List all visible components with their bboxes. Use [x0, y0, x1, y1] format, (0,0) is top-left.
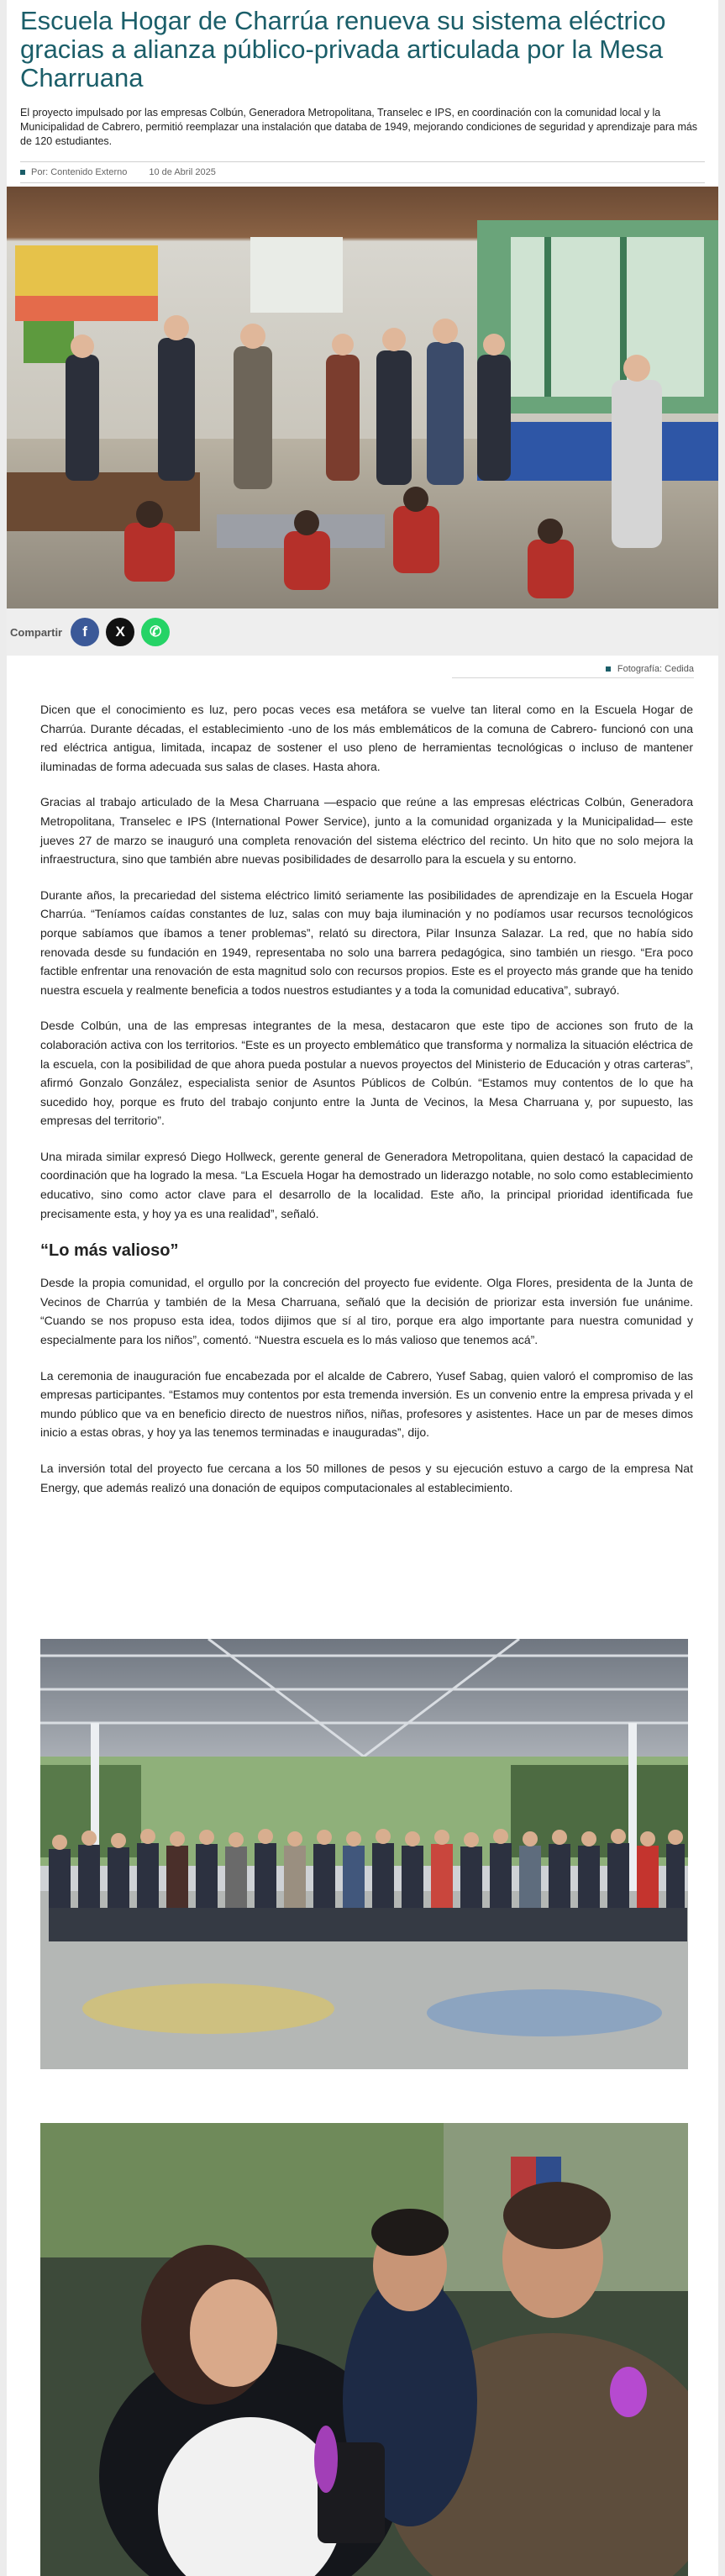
- share-label: Compartir: [10, 625, 63, 639]
- facebook-share-button[interactable]: [71, 618, 99, 646]
- divider: [452, 677, 694, 678]
- paragraph: Durante años, la precariedad del sistema eléctrico limitó seriamente las posibilidades de aprendizaje en la Escuela Hogar Charrúa. “Teníamos caídas constantes de luz, salas con muy baja iluminación y no podíamos usar recursos tecnológicos porque sabíamos que íbamos a tener problemas”, relató su directora, Pilar Insunza Salazar. La red, que no había sido renovada desde su fundación en 1949, representaba no solo una barrera pedagógica, sino también un riesgo. “Era poco factible enfrentar una renovación de esta magnitud solo con recursos propios. Este es el proyecto más grande que ha tenido nuestra escuela y realmente beneficia a todos nuestros estudiantes y a toda la comunidad educativa”, subrayó.: [40, 888, 693, 997]
- paragraph: Gracias al trabajo articulado de la Mesa Charruana —espacio que reúne a las empresas eléctricas Colbún, Generadora Metropolitana, Transelec e IPS (International Power Service), junto a la comunidad organizada y la Municipalidad— este jueves 27 de marzo se inauguró una completa renovación del sistema eléctrico del recinto. Un hito que no solo mejora la infraestructura, sino que también abre nuevas posibilidades de desarrollo para la escuela y su entorno.: [40, 795, 693, 867]
- article-author[interactable]: Por: Contenido Externo: [31, 167, 128, 177]
- paragraph: Una mirada similar expresó Diego Hollweck, gerente general de Generadora Metropolitana, quien destacó la capacidad de coordinación que ha logrado la mesa. “La Escuela Hogar ha demostrado un liderazgo notable, no solo como establecimiento educativo, sino como actor clave para el desarrollo de la localidad. Este año, la principal prioridad identificada fue precisamente esta, y hoy ya es una realidad”, señaló.: [40, 1149, 693, 1220]
- photo-credit: [444, 664, 694, 674]
- article-date: 10 de Abril 2025: [149, 167, 216, 177]
- paragraph: Desde la propia comunidad, el orgullo por la concreción del proyecto fue evidente. Olga Flores, presidenta de la Junta de Vecinos de Charrúa y también de la Mesa Charruana, señaló que la decisión de priorizar esta inversión fue unánime. “Cuando se nos propuso esta idea, todos dijimos que sí al tiro, porque era algo importante para nuestra comunidad y especialmente para los niños”, comentó. “Nuestra escuela es lo más valioso que tenemos acá”.: [40, 1276, 693, 1347]
- article-headline: Escuela Hogar de Charrúa renueva su sistema eléctrico gracias a alianza público-privada articulada por la Mesa Charruana: [20, 6, 666, 92]
- x-icon: X: [115, 624, 125, 640]
- paragraph: La inversión total del proyecto fue cercana a los 50 millones de pesos y su ejecución estuvo a cargo de la empresa Nat Energy, que además realizó una donación de equipos computacionales al establecimiento.: [40, 1462, 693, 1494]
- square-bullet-icon: [606, 666, 611, 672]
- whatsapp-share-button[interactable]: [141, 618, 170, 646]
- share-bar: [7, 608, 718, 656]
- paragraph: Dicen que el conocimiento es luz, pero pocas veces esa metáfora se vuelve tan literal como en la Escuela Hogar de Charrúa. Durante décadas, el establecimiento -uno de los más emblemáticos de la comuna de Cabrero- funcionó con una red eléctrica antigua, limitada, incapaz de sostener el uso pleno de herramientas tecnológicas o incluso de mantener iluminadas de forma adecuada sus salas de clases. Hasta ahora.: [40, 703, 693, 773]
- article-lead: El proyecto impulsado por las empresas Colbún, Generadora Metropolitana, Transelec e IPS, en coordinación con la comunidad local y la Municipalidad de Cabrero, permitió reemplazar una instalación que databa de 1949, mejorando condiciones de seguridad y aprendizaje para más de 120 estudiantes.: [20, 107, 698, 147]
- group-photo: [40, 1639, 688, 2069]
- square-bullet-icon: [20, 170, 25, 175]
- whatsapp-icon: ✆: [150, 624, 162, 640]
- divider: [20, 161, 705, 162]
- facebook-icon: f: [82, 624, 87, 640]
- article-body: [40, 700, 693, 1514]
- photo-credit-text: Fotografía: Cedida: [617, 664, 694, 674]
- paragraph: Desde Colbún, una de las empresas integrantes de la mesa, destacaron que este tipo de acciones son fruto de la colaboración activa con los territorios. “Este es un proyecto emblemático que transforma y normaliza la situación eléctrica de la escuela, con la posibilidad de que ahora pueda postular a nuevos proyectos del Ministerio de Educación y otras carteras”, afirmó Gonzalo González, especialista senior de Asuntos Públicos de Colbún. “Estamos muy contentos de lo que ha sucedido hoy, porque es fruto del trabajo conjunto entre la Junta de Vecinos, la Mesa Charruana y, por supuesto, las empresas del territorio”.: [40, 1019, 693, 1128]
- paragraph: La ceremonia de inauguración fue encabezada por el alcalde de Cabrero, Yusef Sabag, quien valoró el compromiso de las empresas participantes. “Estamos muy contentos por esta tremenda inversión. Es un convenio entre la empresa privada y el mundo público que va en beneficio directo de nuestros niños, niñas, profesores y asistentes. Hace un par de meses dimos inicio a estas obras, y hoy ya las tenemos terminadas e inauguradas”, dijo.: [40, 1368, 693, 1440]
- subheading: “Lo más valioso”: [40, 1241, 179, 1261]
- article-page: [7, 0, 718, 2576]
- x-share-button[interactable]: [106, 618, 134, 646]
- divider: [20, 182, 705, 183]
- article-meta: [20, 166, 705, 179]
- hero-photo: [7, 187, 718, 608]
- ceremony-photo: [40, 2123, 688, 2576]
